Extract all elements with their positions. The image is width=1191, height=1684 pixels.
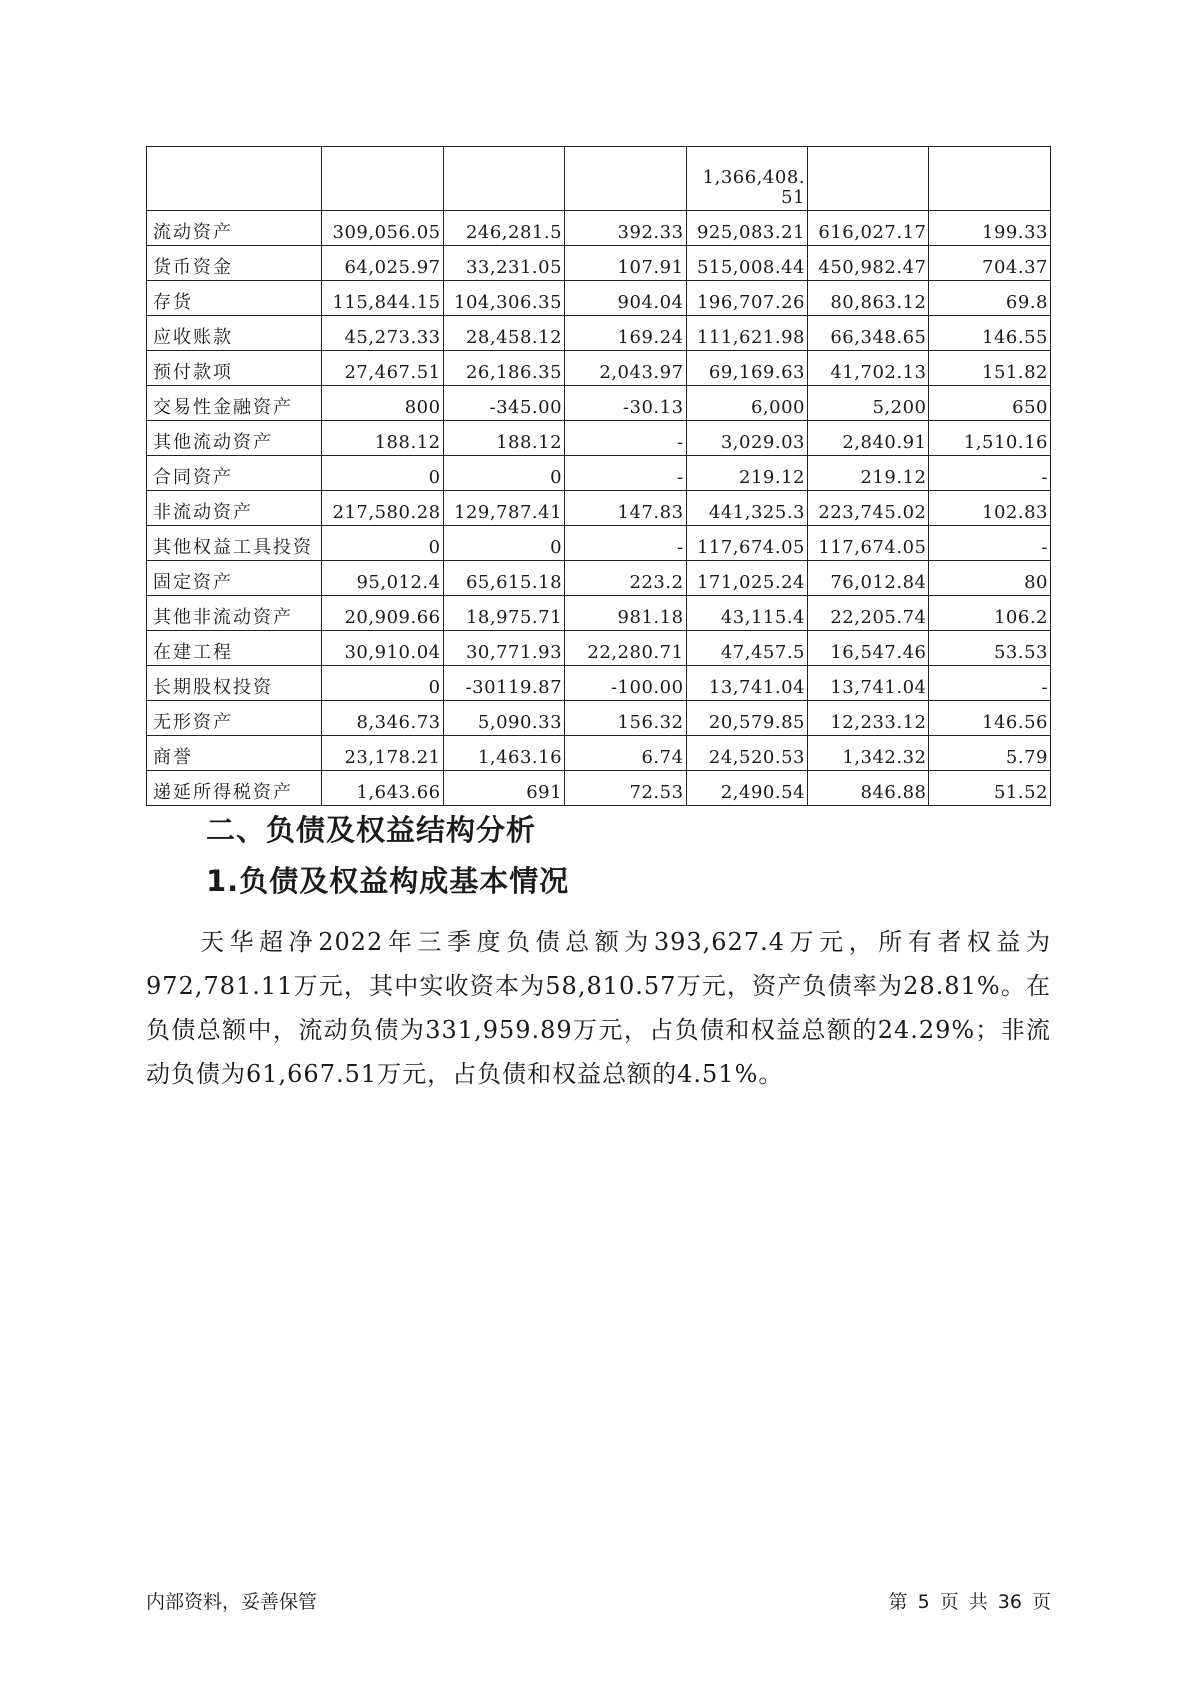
value-cell: 846.88	[808, 771, 929, 806]
row-label-cell: 其他非流动资产	[147, 596, 322, 631]
value-cell: 129,787.41	[443, 491, 564, 526]
value-cell: 1,366,408.51	[686, 147, 807, 211]
row-label-cell: 在建工程	[147, 631, 322, 666]
row-label-cell: 预付款项	[147, 351, 322, 386]
value-cell: 246,281.5	[443, 211, 564, 246]
row-label-cell: 无形资产	[147, 701, 322, 736]
value-cell	[322, 147, 443, 211]
value-cell: 117,674.05	[686, 526, 807, 561]
value-cell: 0	[443, 456, 564, 491]
value-cell: 219.12	[686, 456, 807, 491]
value-cell: 53.53	[929, 631, 1051, 666]
value-cell: 5,200	[808, 386, 929, 421]
value-cell: 43,115.4	[686, 596, 807, 631]
value-cell: 72.53	[565, 771, 686, 806]
value-cell: 16,547.46	[808, 631, 929, 666]
value-cell: 111,621.98	[686, 316, 807, 351]
value-cell: 8,346.73	[322, 701, 443, 736]
value-cell: 2,490.54	[686, 771, 807, 806]
value-cell: 151.82	[929, 351, 1051, 386]
value-cell: 80,863.12	[808, 281, 929, 316]
value-cell: 171,025.24	[686, 561, 807, 596]
row-label-cell: 交易性金融资产	[147, 386, 322, 421]
value-cell: -	[565, 456, 686, 491]
table-row	[147, 736, 1051, 771]
value-cell: -	[929, 666, 1051, 701]
value-cell: 28,458.12	[443, 316, 564, 351]
value-cell: 115,844.15	[322, 281, 443, 316]
section-heading: 二、负债及权益结构分析	[206, 813, 537, 847]
value-cell: 69.8	[929, 281, 1051, 316]
value-cell: 441,325.3	[686, 491, 807, 526]
value-cell: 199.33	[929, 211, 1051, 246]
value-cell: 515,008.44	[686, 246, 807, 281]
value-cell: 23,178.21	[322, 736, 443, 771]
value-cell: 800	[322, 386, 443, 421]
table-row	[147, 211, 1051, 246]
value-cell: 117,674.05	[808, 526, 929, 561]
table-row	[147, 351, 1051, 386]
value-cell: 102.83	[929, 491, 1051, 526]
value-cell: 188.12	[322, 421, 443, 456]
value-cell: 223,745.02	[808, 491, 929, 526]
table-row	[147, 596, 1051, 631]
value-cell: 6,000	[686, 386, 807, 421]
value-cell	[929, 147, 1051, 211]
value-cell: 450,982.47	[808, 246, 929, 281]
value-cell: 146.55	[929, 316, 1051, 351]
value-cell: 156.32	[565, 701, 686, 736]
value-cell: 392.33	[565, 211, 686, 246]
table-row	[147, 456, 1051, 491]
value-cell: 47,457.5	[686, 631, 807, 666]
value-cell: 147.83	[565, 491, 686, 526]
value-cell: 45,273.33	[322, 316, 443, 351]
row-label-cell: 合同资产	[147, 456, 322, 491]
row-label-cell: 货币资金	[147, 246, 322, 281]
value-cell: 12,233.12	[808, 701, 929, 736]
row-label-cell: 商誉	[147, 736, 322, 771]
value-cell: 22,205.74	[808, 596, 929, 631]
value-cell: 64,025.97	[322, 246, 443, 281]
value-cell: 66,348.65	[808, 316, 929, 351]
value-cell: -345.00	[443, 386, 564, 421]
value-cell: 27,467.51	[322, 351, 443, 386]
table-row	[147, 701, 1051, 736]
value-cell: 217,580.28	[322, 491, 443, 526]
value-cell: -	[565, 421, 686, 456]
value-cell: 981.18	[565, 596, 686, 631]
footer-confidential-note: 内部资料，妥善保管	[146, 1591, 318, 1613]
table-row	[147, 281, 1051, 316]
row-label-cell: 其他流动资产	[147, 421, 322, 456]
value-cell: 0	[322, 456, 443, 491]
value-cell: 169.24	[565, 316, 686, 351]
table-row	[147, 666, 1051, 701]
row-label-cell: 存货	[147, 281, 322, 316]
value-cell: 18,975.71	[443, 596, 564, 631]
value-cell: 69,169.63	[686, 351, 807, 386]
table-row	[147, 421, 1051, 456]
table-row	[147, 526, 1051, 561]
table-row	[147, 316, 1051, 351]
value-cell: 650	[929, 386, 1051, 421]
value-cell: 146.56	[929, 701, 1051, 736]
table-row	[147, 561, 1051, 596]
row-label-cell: 其他权益工具投资	[147, 526, 322, 561]
value-cell: 691	[443, 771, 564, 806]
value-cell: -	[565, 526, 686, 561]
value-cell: 188.12	[443, 421, 564, 456]
value-cell: 223.2	[565, 561, 686, 596]
value-cell: 26,186.35	[443, 351, 564, 386]
table-row	[147, 491, 1051, 526]
value-cell: 51.52	[929, 771, 1051, 806]
value-cell	[808, 147, 929, 211]
value-cell: 0	[443, 526, 564, 561]
value-cell: 5,090.33	[443, 701, 564, 736]
value-cell: 24,520.53	[686, 736, 807, 771]
value-cell: -30119.87	[443, 666, 564, 701]
table-row	[147, 386, 1051, 421]
value-cell: 2,043.97	[565, 351, 686, 386]
value-cell: 704.37	[929, 246, 1051, 281]
value-cell: 104,306.35	[443, 281, 564, 316]
value-cell: -	[929, 526, 1051, 561]
value-cell: 1,643.66	[322, 771, 443, 806]
section-subheading: 1.负债及权益构成基本情况	[206, 864, 570, 898]
value-cell: 309,056.05	[322, 211, 443, 246]
value-cell: 95,012.4	[322, 561, 443, 596]
row-label-cell: 应收账款	[147, 316, 322, 351]
value-cell: 20,909.66	[322, 596, 443, 631]
value-cell: 6.74	[565, 736, 686, 771]
value-cell: 13,741.04	[686, 666, 807, 701]
table-row	[147, 246, 1051, 281]
table-row	[147, 771, 1051, 806]
financial-table-body	[147, 147, 1051, 806]
value-cell: -100.00	[565, 666, 686, 701]
value-cell: 30,771.93	[443, 631, 564, 666]
value-cell: 30,910.04	[322, 631, 443, 666]
value-cell: 0	[322, 526, 443, 561]
value-cell	[443, 147, 564, 211]
value-cell: 76,012.84	[808, 561, 929, 596]
value-cell: 925,083.21	[686, 211, 807, 246]
value-cell: 904.04	[565, 281, 686, 316]
table-row	[147, 631, 1051, 666]
value-cell: 1,463.16	[443, 736, 564, 771]
value-cell: 22,280.71	[565, 631, 686, 666]
analysis-paragraph: 天华超净2022年三季度负债总额为393,627.4万元，所有者权益为972,781.11万元，其中实收资本为58,810.57万元，资产负债率为28.81%。在负债总额中，流动负债为331,959.89万元，占负债和权益总额的24.29%；非流动负债为61,667.51万元，占负债和权益总额的4.51%。	[146, 928, 1051, 1088]
value-cell: 3,029.03	[686, 421, 807, 456]
value-cell: 219.12	[808, 456, 929, 491]
value-cell: 80	[929, 561, 1051, 596]
value-cell: -	[929, 456, 1051, 491]
value-cell: 106.2	[929, 596, 1051, 631]
row-label-cell: 长期股权投资	[147, 666, 322, 701]
row-label-cell: 非流动资产	[147, 491, 322, 526]
table-row	[147, 147, 1051, 211]
footer-page-number: 第 5 页 共 36 页	[888, 1591, 1051, 1613]
row-label-cell: 流动资产	[147, 211, 322, 246]
row-label-cell	[147, 147, 322, 211]
value-cell: 13,741.04	[808, 666, 929, 701]
value-cell: 65,615.18	[443, 561, 564, 596]
value-cell: 5.79	[929, 736, 1051, 771]
value-cell: 1,510.16	[929, 421, 1051, 456]
financial-table	[146, 146, 1051, 806]
value-cell: 20,579.85	[686, 701, 807, 736]
value-cell	[565, 147, 686, 211]
value-cell: 196,707.26	[686, 281, 807, 316]
value-cell: 616,027.17	[808, 211, 929, 246]
row-label-cell: 递延所得税资产	[147, 771, 322, 806]
value-cell: 41,702.13	[808, 351, 929, 386]
value-cell: 1,342.32	[808, 736, 929, 771]
row-label-cell: 固定资产	[147, 561, 322, 596]
value-cell: 0	[322, 666, 443, 701]
value-cell: 107.91	[565, 246, 686, 281]
value-cell: 2,840.91	[808, 421, 929, 456]
value-cell: 33,231.05	[443, 246, 564, 281]
value-cell: -30.13	[565, 386, 686, 421]
